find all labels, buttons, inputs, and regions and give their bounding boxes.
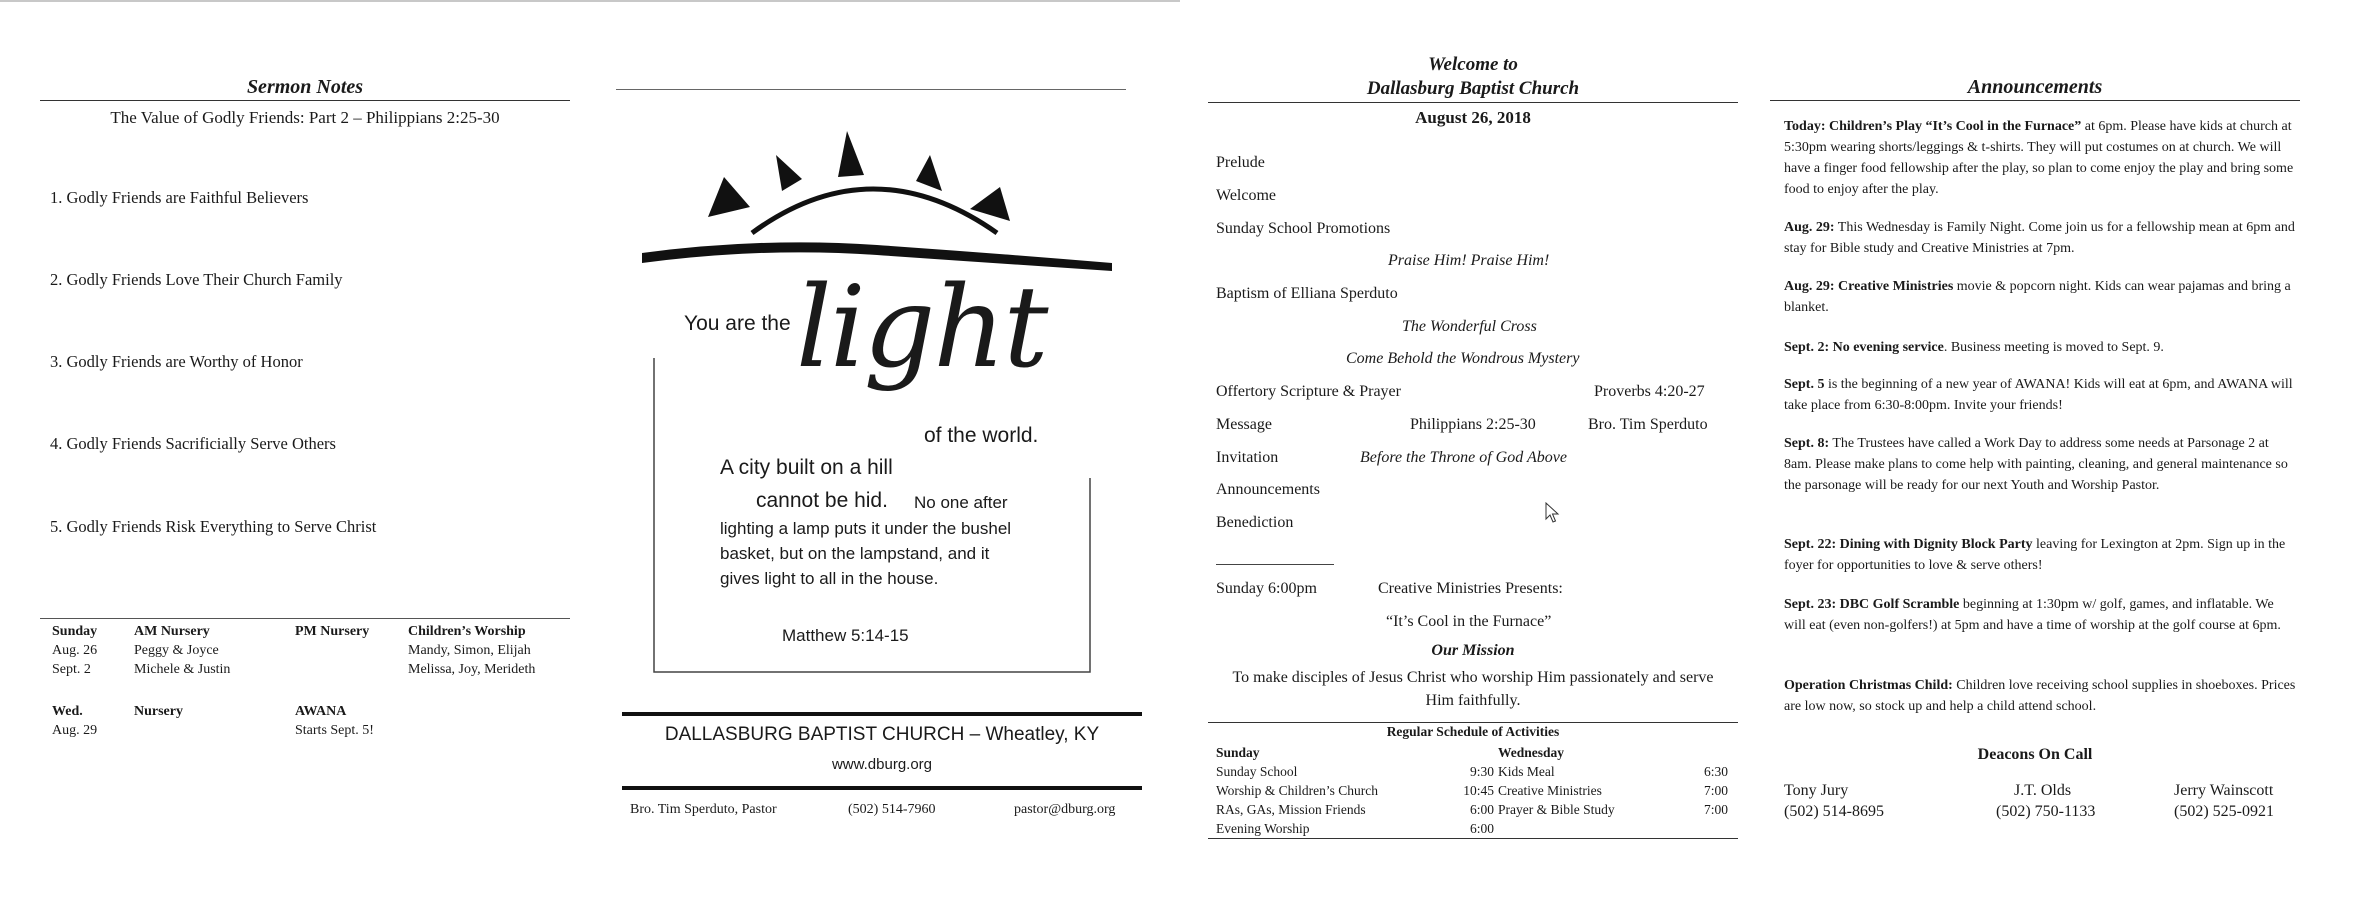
activity-label: Prayer & Bible Study bbox=[1498, 802, 1615, 817]
bulletin-date: August 26, 2018 bbox=[1415, 108, 1531, 127]
speaker-name: Bro. Tim Sperduto bbox=[1588, 416, 1708, 433]
sermon-point: 1. Godly Friends are Faithful Believers bbox=[50, 188, 309, 207]
deacon-name: Tony Jury bbox=[1784, 782, 1849, 799]
church-phone: (502) 514-7960 bbox=[848, 802, 936, 817]
announcement-lead: Sept. 23: DBC Golf Scramble bbox=[1784, 597, 1960, 612]
order-item: Invitation bbox=[1216, 449, 1279, 466]
light-script-text: light bbox=[796, 263, 1047, 393]
verse-line-1: A city built on a hill bbox=[720, 456, 893, 479]
deacon-phone: (502) 525-0921 bbox=[2174, 803, 2274, 820]
schedule-divider bbox=[40, 618, 570, 619]
welcome-title-line-1: Welcome to bbox=[1428, 54, 1518, 75]
announcement-item bbox=[1784, 675, 2296, 717]
nursery-heading: Nursery bbox=[134, 704, 183, 719]
activity-time: 9:30 bbox=[1469, 764, 1494, 779]
order-item: Offertory Scripture & Prayer bbox=[1216, 383, 1401, 400]
announcements-title: Announcements bbox=[1967, 76, 2103, 98]
announcement-item bbox=[1784, 594, 2296, 636]
announcement-lead: Sept. 2: No evening service bbox=[1784, 340, 1944, 355]
activity-label: RAs, GAs, Mission Friends bbox=[1216, 802, 1366, 817]
sermon-notes-title: Sermon Notes bbox=[246, 76, 364, 98]
rising-sun-icon bbox=[642, 125, 1112, 285]
announcement-item bbox=[1784, 337, 2296, 358]
order-item: Sunday School Promotions bbox=[1216, 220, 1391, 237]
childrens-worship-heading: Children’s Worship bbox=[408, 624, 526, 639]
awana-note: Starts Sept. 5! bbox=[295, 723, 374, 738]
activity-label: Evening Worship bbox=[1216, 821, 1310, 836]
announcement-lead: Sept. 8: bbox=[1784, 436, 1830, 451]
order-item: Baptism of Elliana Sperduto bbox=[1216, 285, 1398, 302]
sermon-notes-panel bbox=[40, 0, 570, 902]
childrens-worship-names: Melissa, Joy, Merideth bbox=[408, 662, 536, 677]
song-title: Praise Him! Praise Him! bbox=[1388, 252, 1550, 269]
church-name-top-bar bbox=[622, 712, 1142, 716]
of-the-world-text: of the world. bbox=[924, 424, 1039, 447]
order-item: Welcome bbox=[1216, 187, 1277, 204]
pastor-name: Bro. Tim Sperduto, Pastor bbox=[630, 802, 777, 817]
announcement-item bbox=[1784, 534, 2296, 576]
sermon-point: 3. Godly Friends are Worthy of Honor bbox=[50, 352, 303, 371]
activity-time: 10:45 bbox=[1463, 783, 1494, 798]
cover-panel bbox=[612, 0, 1140, 902]
activity-time: 7:00 bbox=[1703, 802, 1728, 817]
welcome-title-line-2: Dallasburg Baptist Church bbox=[1366, 78, 1580, 99]
announcement-item bbox=[1784, 276, 2296, 318]
song-title: Before the Throne of God Above bbox=[1360, 449, 1567, 466]
announcement-text: This Wednesday is Family Night. Come join us for a fellowship mean at 6pm and stay for Bible study and Creative Ministries at 7pm. bbox=[1784, 220, 2295, 256]
schedule-bottom-rule bbox=[1208, 838, 1738, 839]
verse-rest-3: basket, but on the lampstand, and it bbox=[720, 544, 990, 563]
evening-time: Sunday 6:00pm bbox=[1216, 580, 1317, 597]
deacons-title: Deacons On Call bbox=[1977, 746, 2093, 763]
announcement-item bbox=[1784, 116, 2296, 200]
announcement-text: is the beginning of a new year of AWANA! Kids will eat at 6pm, and AWANA will take place from 6:30-8:00pm. Invite your friends! bbox=[1784, 377, 2293, 413]
title-divider bbox=[40, 100, 570, 101]
deacon-name: J.T. Olds bbox=[2014, 782, 2072, 799]
activity-label: Worship & Children’s Church bbox=[1216, 783, 1379, 798]
schedule-date: Aug. 26 bbox=[52, 643, 98, 658]
church-name: DALLASBURG BAPTIST CHURCH – Wheatley, KY bbox=[664, 724, 1100, 745]
schedule-date: Sept. 2 bbox=[52, 662, 91, 677]
verse-rest-2: lighting a lamp puts it under the bushel bbox=[720, 519, 1012, 538]
scripture-ref: Proverbs 4:20-27 bbox=[1594, 383, 1705, 400]
title-divider bbox=[1770, 100, 2300, 101]
evening-presents: Creative Ministries Presents: bbox=[1378, 580, 1563, 597]
schedule-sunday-heading: Sunday bbox=[52, 624, 98, 639]
announcement-text: beginning at 1:30pm w/ golf, games, and inflatable. We will eat (even non-golfers!) at 5pm and have a time of worship at the golf course at 6pm. bbox=[1784, 597, 2281, 633]
announcement-text: . Business meeting is moved to Sept. 9. bbox=[1943, 340, 2164, 355]
mission-title: Our Mission bbox=[1431, 642, 1515, 659]
am-nursery-names: Peggy & Joyce bbox=[134, 643, 219, 658]
am-nursery-names: Michele & Justin bbox=[134, 662, 231, 677]
announcement-lead: Operation Christmas Child: bbox=[1784, 678, 1953, 693]
announcement-lead: Sept. 22: Dining with Dignity Block Party bbox=[1784, 537, 2033, 552]
announcement-lead: Aug. 29: bbox=[1784, 220, 1835, 235]
you-are-the-text: You are the bbox=[684, 312, 791, 335]
announcements-panel bbox=[1770, 0, 2300, 902]
activity-time: 7:00 bbox=[1703, 783, 1728, 798]
song-title: Come Behold the Wondrous Mystery bbox=[1346, 350, 1580, 367]
order-of-worship-panel bbox=[1208, 0, 1738, 902]
scripture-ref: Philippians 2:25-30 bbox=[1410, 416, 1536, 433]
announcement-text: at 6pm. Please have kids at church at 5:30pm wearing shorts/leggings & t-shirts. They will put costumes on at church. We will have a finger food fellowship after the play, so plan to come enjoy the play and bring some food to enjoy after the play. bbox=[1784, 119, 2294, 197]
deacon-phone: (502) 750-1133 bbox=[1996, 803, 2096, 820]
announcement-text: Children love receiving school supplies in shoeboxes. Prices are low now, so stock up and help a child attend school. bbox=[1784, 678, 2296, 714]
verse-line-2: cannot be hid. bbox=[756, 489, 888, 512]
announcement-lead: Sept. 5 bbox=[1784, 377, 1825, 392]
sermon-point: 5. Godly Friends Risk Everything to Serve Christ bbox=[50, 517, 377, 536]
song-title: The Wonderful Cross bbox=[1402, 318, 1537, 335]
announcement-item bbox=[1784, 374, 2296, 416]
am-nursery-heading: AM Nursery bbox=[134, 624, 210, 639]
order-item: Message bbox=[1216, 416, 1272, 433]
order-item: Prelude bbox=[1216, 154, 1265, 171]
wednesday-heading: Wednesday bbox=[1498, 745, 1565, 760]
sermon-point: 2. Godly Friends Love Their Church Family bbox=[50, 270, 343, 289]
title-divider bbox=[1208, 102, 1738, 103]
regular-schedule-title: Regular Schedule of Activities bbox=[1386, 724, 1560, 739]
activity-time: 6:30 bbox=[1703, 764, 1728, 779]
cover-top-rule bbox=[616, 89, 1126, 90]
deacon-phone: (502) 514-8695 bbox=[1784, 803, 1884, 820]
activity-label: Creative Ministries bbox=[1498, 783, 1602, 798]
announcement-item bbox=[1784, 433, 2296, 496]
schedule-top-rule bbox=[1208, 722, 1738, 723]
verse-rest-1: No one after bbox=[914, 493, 1008, 512]
evening-title: “It’s Cool in the Furnace” bbox=[1386, 613, 1552, 630]
schedule-wed-heading: Wed. bbox=[52, 704, 83, 719]
church-website: www.dburg.org bbox=[831, 756, 933, 773]
mission-text: To make disciples of Jesus Christ who worship Him passionately and serve Him faithfully. bbox=[1232, 669, 1714, 709]
verse-rest-4: gives light to all in the house. bbox=[720, 569, 939, 588]
announcement-lead: Aug. 29: Creative Ministries bbox=[1784, 279, 1954, 294]
mouse-pointer-icon bbox=[1545, 502, 1561, 524]
activity-time: 6:00 bbox=[1469, 821, 1494, 836]
awana-heading: AWANA bbox=[295, 704, 347, 719]
announcement-text: movie & popcorn night. Kids can wear pajamas and bring a blanket. bbox=[1784, 279, 2291, 315]
announcement-item bbox=[1784, 217, 2296, 259]
sermon-subtitle: The Value of Godly Friends: Part 2 – Philippians 2:25-30 bbox=[110, 108, 500, 127]
order-item: Benediction bbox=[1216, 514, 1294, 531]
sermon-point: 4. Godly Friends Sacrificially Serve Others bbox=[50, 434, 336, 453]
deacon-name: Jerry Wainscott bbox=[2174, 782, 2274, 799]
announcement-lead: Today: Children’s Play “It’s Cool in the Furnace” bbox=[1784, 119, 2082, 134]
church-name-bottom-bar bbox=[622, 786, 1142, 790]
activity-time: 6:00 bbox=[1469, 802, 1494, 817]
order-item: Announcements bbox=[1216, 481, 1320, 498]
activity-label: Kids Meal bbox=[1498, 764, 1555, 779]
activity-label: Sunday School bbox=[1216, 764, 1298, 779]
evening-divider bbox=[1216, 564, 1334, 565]
childrens-worship-names: Mandy, Simon, Elijah bbox=[408, 643, 531, 658]
verse-reference: Matthew 5:14-15 bbox=[782, 626, 909, 645]
pastor-email: pastor@dburg.org bbox=[1014, 802, 1116, 817]
announcement-text: The Trustees have called a Work Day to address some needs at Parsonage 2 at 8am. Please make plans to come help with painting, cleaning, and general maintenance so the parsonage will be ready for our next Youth and Worship Pastor. bbox=[1784, 436, 2288, 493]
announcement-text: leaving for Lexington at 2pm. Sign up in the foyer for opportunities to love & serve others! bbox=[1784, 537, 2286, 573]
schedule-date: Aug. 29 bbox=[52, 723, 98, 738]
sunday-heading: Sunday bbox=[1216, 745, 1260, 760]
pm-nursery-heading: PM Nursery bbox=[295, 624, 370, 639]
